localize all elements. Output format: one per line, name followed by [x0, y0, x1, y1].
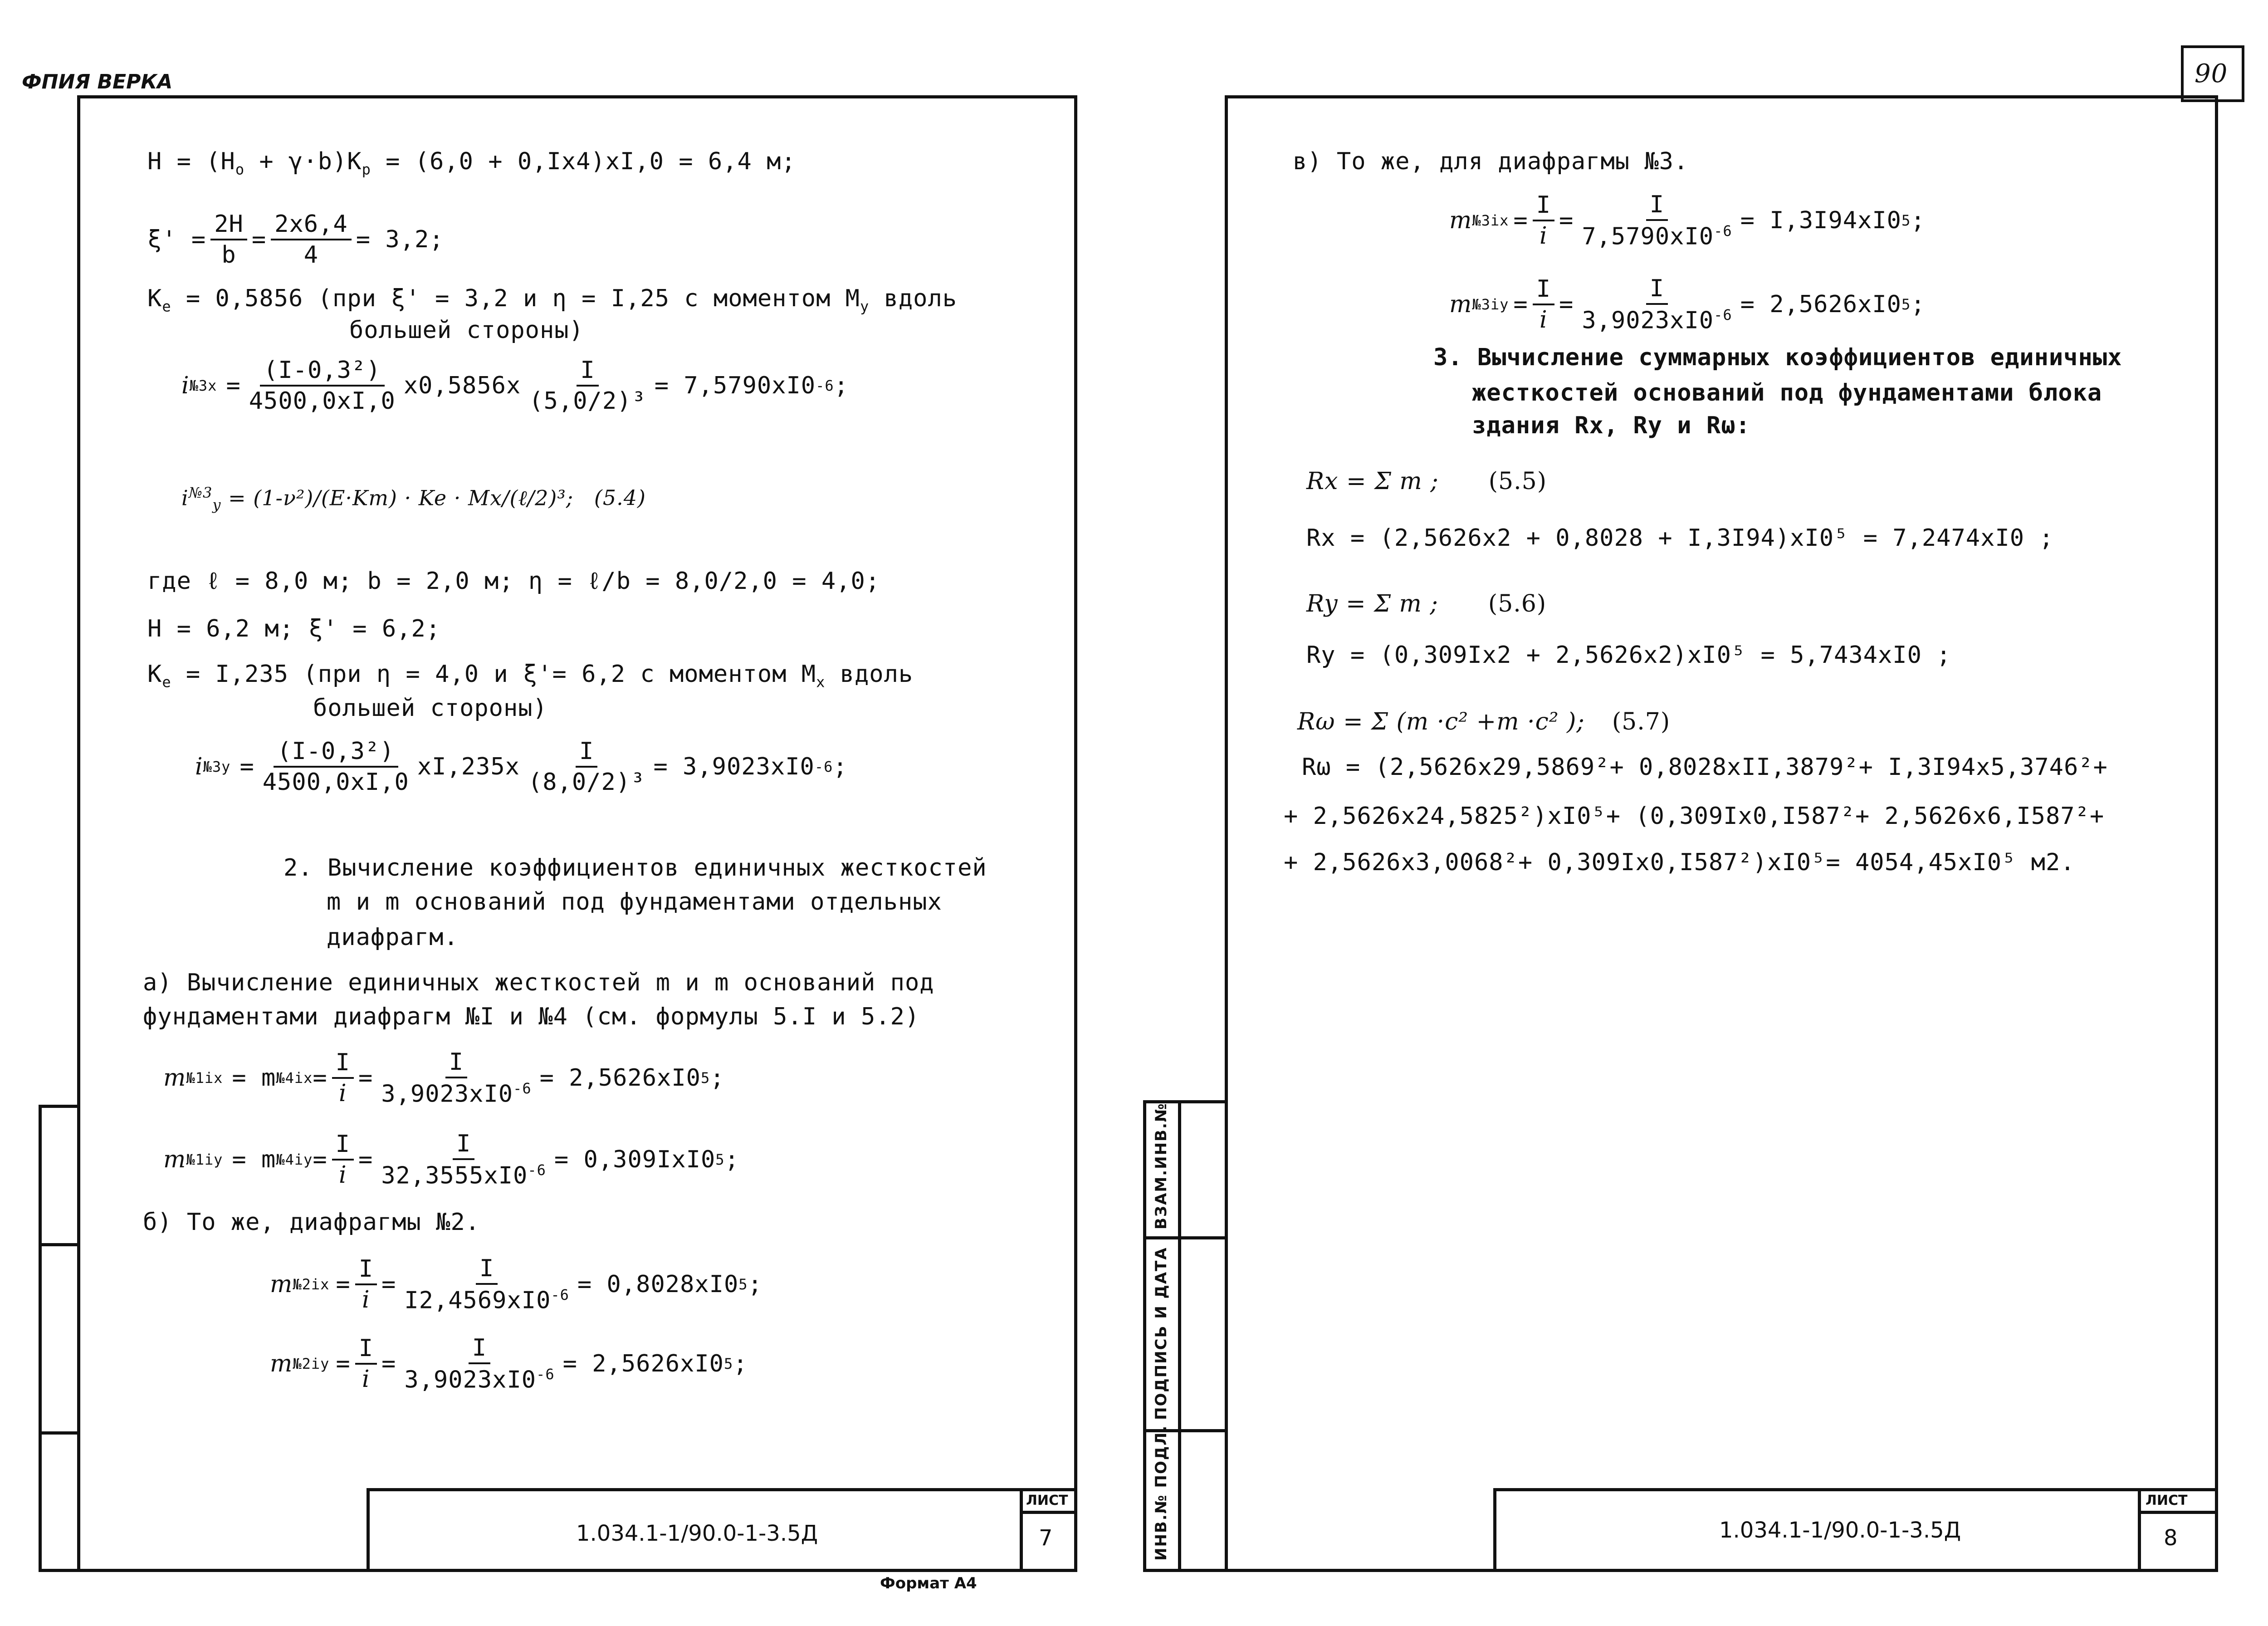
right-sheet-label: ЛИСТ	[2146, 1493, 2188, 1508]
title-block-divider	[1020, 1488, 1023, 1572]
where-line-2: H = 6,2 м; ξ' = 6,2;	[147, 615, 441, 642]
rw-line-2: + 2,5626x24,5825²)xI0⁵+ (0,309Ix0,I587²+ 2,5626x6,I587²+	[1284, 803, 2105, 830]
section-3-line-1: 3. Вычисление суммарных коэффициентов единичных	[1433, 344, 2122, 371]
section-2-line-3: диафрагм.	[327, 924, 459, 951]
title-block-divider	[1020, 1511, 1077, 1514]
section-2-line-2: m и m оснований под фундаментами отдельных	[327, 888, 942, 916]
m1x-formula: m №1 ix = m №4 ix = $\frac{I}{i}$ = $\frac{I}{3,9023xI0^{-6}}$ = 2,5626xI0 5 ;	[163, 1048, 725, 1108]
page-number: 90	[2195, 59, 2228, 88]
section-b: б) То же, диафрагмы №2.	[143, 1209, 480, 1236]
section-2-line-1: 2. Вычисление коэффициентов единичных жесткостей	[284, 854, 987, 882]
m3y-formula: m №3 iy = $\frac{I}{i}$ = $\frac{I}{3,9023xI0^{-6}}$ = 2,5626xI0 5 ;	[1449, 275, 1926, 334]
ke-line-1b: большей стороны)	[349, 317, 584, 344]
section-v: в) То же, для диафрагмы №3.	[1293, 148, 1689, 175]
margin-tick	[39, 1569, 79, 1572]
margin-line	[1178, 1100, 1181, 1572]
left-sheet-number: 7	[1039, 1525, 1053, 1551]
right-sheet-number: 8	[2164, 1525, 2178, 1551]
format-label: Формат А4	[880, 1574, 977, 1592]
title-block-divider	[2138, 1511, 2218, 1514]
section-3-line-3: здания Rx, Ry и Rω:	[1472, 412, 1750, 439]
ke-line-2b: большей стороны)	[313, 695, 547, 722]
rw-line-3: + 2,5626x3,0068²+ 0,309Ix0,I587²)xI0⁵= 4054,45xI0⁵ м2.	[1284, 849, 2075, 876]
margin-tick	[39, 1431, 79, 1435]
margin-tick	[39, 1105, 79, 1108]
title-block-divider	[2138, 1488, 2141, 1572]
height-formula: $H = (H_o + \gamma\cdot b)K_p = (6,0 + 0,Ix4)xI,0 = 6,4$ м;	[147, 148, 796, 178]
side-label-3: ИНВ.№ ПОДЛ.	[1152, 1425, 1170, 1561]
where-line-1: где ℓ = 8,0 м; b = 2,0 м; η = ℓ/b = 8,0/2,0 = 4,0;	[147, 568, 880, 595]
iy-general-formula: $i^{№3}_y = (1-\nu^2)/(E\cdot Km) \cdot Ke$ · Mx/(ℓ/2)³; (5.4)	[181, 484, 646, 514]
rw-line-1: Rω = (2,5626x29,5869²+ 0,8028xII,3879²+ I,3I94x5,3746²+	[1302, 754, 2108, 781]
ry-value: Ry = (0,309Ix2 + 2,5626x2)xI0⁵ = 5,7434xI0 ;	[1306, 642, 1951, 669]
rx-definition: Rx = Σ m ; (5.5)	[1306, 468, 1547, 495]
left-document-code: 1.034.1-1/90.0-1-3.5Д	[576, 1521, 818, 1546]
margin-tick	[1143, 1236, 1228, 1239]
ry-definition: Ry = Σ m ; (5.6)	[1306, 590, 1547, 617]
iy-value-formula: i №3 y = $\frac{\text{(I-0,3²)}}{4500,0xI,0}$ xI,235x $\frac{I}{\text{(8,0/2)³}}$ = 3,9023xI0 -6 ;	[195, 738, 848, 796]
side-label-1: ВЗАМ.ИНВ.№	[1152, 1102, 1170, 1229]
section-a-line-1: а) Вычисление единичных жесткостей m и m оснований под	[143, 969, 934, 996]
section-a-line-2: фундаментами диафрагм №I и №4 (см. формулы 5.I и 5.2)	[143, 1003, 920, 1030]
ke-line-1: $K_e = 0,5856$ (при ξ' = 3,2 и η = I,25 с моментом $M_y$ вдоль	[147, 285, 958, 315]
margin-tick	[39, 1243, 79, 1246]
ix-formula: i №3 x = $\frac{\text{(I-0,3²)}}{4500,0xI,0}$ x0,5856x $\frac{I}{\text{(5,0/2)³}}$ = 7,5790xI0 -6 ;	[181, 357, 849, 415]
rx-value: Rx = (2,5626x2 + 0,8028 + I,3I94)xI0⁵ = 7,2474xI0 ;	[1306, 524, 2054, 552]
m1y-formula: m №1 iy = m №4 iy = $\frac{I}{i}$ = $\frac{I}{32,3555xI0^{-6}}$ = 0,309IxI0 5 ;	[163, 1130, 739, 1190]
right-document-code: 1.034.1-1/90.0-1-3.5Д	[1719, 1518, 1961, 1543]
m3x-formula: m №3 ix = $\frac{I}{i}$ = $\frac{I}{7,5790xI0^{-6}}$ = I,3I94xI0 5 ;	[1449, 191, 1926, 250]
ke-line-2: $K_e = I,235$ (при η = 4,0 и ξ'= 6,2 с моментом $M_x$ вдоль	[147, 661, 914, 691]
margin-line	[39, 1105, 42, 1572]
side-label-2: ПОДПИСЬ И ДАТА	[1152, 1247, 1170, 1420]
copy-stamp: ФПИЯ ВЕРКА	[22, 70, 173, 93]
xi-formula: ξ' = $\frac{2H}{b}$ = $\frac{2x6,4}{4}$ = 3,2;	[147, 211, 444, 269]
m2y-formula: m №2 iy = $\frac{I}{i}$ = $\frac{I}{3,9023xI0^{-6}}$ = 2,5626xI0 5 ;	[270, 1334, 748, 1394]
rw-definition: Rω = Σ (m ·c² +m ·c² ); (5.7)	[1297, 708, 1671, 735]
left-sheet-label: ЛИСТ	[1026, 1493, 1068, 1508]
section-3-line-2: жесткостей оснований под фундаментами блока	[1472, 379, 2102, 406]
m2x-formula: m №2 ix = $\frac{I}{i}$ = $\frac{I}{I2,4569xI0^{-6}}$ = 0,8028xI0 5 ;	[270, 1255, 763, 1314]
